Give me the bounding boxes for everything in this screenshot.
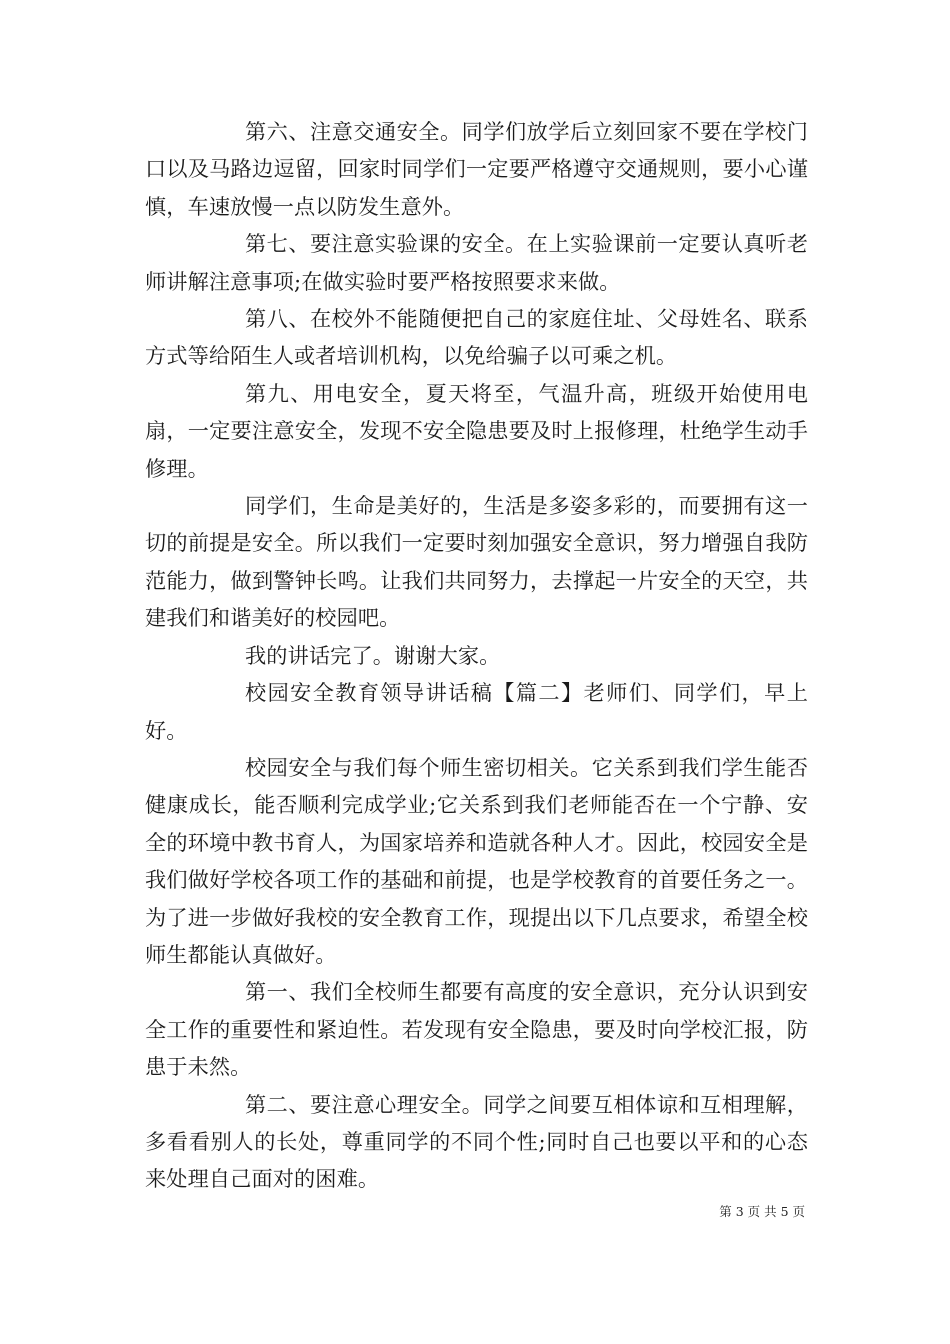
paragraph-8: 第八、在校外不能随便把自己的家庭住址、父母姓名、联系方式等给陌生人或者培训机构，以免给骗子以可乘之机。 bbox=[145, 306, 808, 369]
page-number: 第 3 页 共 5 页 bbox=[719, 1204, 805, 1219]
paragraph-1: 第一、我们全校师生都要有高度的安全意识，充分认识到安全工作的重要性和紧迫性。若发现有安全隐患，要及时向学校汇报，防患于未然。 bbox=[145, 979, 808, 1080]
paragraph-intro: 校园安全与我们每个师生密切相关。它关系到我们学生能否健康成长，能否顺利完成学业;它关系到我们老师能否在一个宁静、安全的环境中教书育人，为国家培养和造就各种人才。因此，校园安全是我们做好学校各项工作的基础和前提，也是学校教育的首要任务之一。为了进一步做好我校的安全教育工作，现提出以下几点要求，希望全校师生都能认真做好。 bbox=[145, 754, 808, 967]
paragraph-section-two-heading: 校园安全教育领导讲话稿【篇二】老师们、同学们，早上好。 bbox=[145, 680, 808, 743]
paragraph-7: 第七、要注意实验课的安全。在上实验课前一定要认真听老师讲解注意事项;在做实验时要严格按照要求来做。 bbox=[145, 231, 808, 294]
paragraph-6: 第六、注意交通安全。同学们放学后立刻回家不要在学校门口以及马路边逗留，回家时同学们一定要严格遵守交通规则，要小心谨慎，车速放慢一点以防发生意外。 bbox=[145, 119, 808, 219]
paragraph-2: 第二、要注意心理安全。同学之间要互相体谅和互相理解，多看看别人的长处，尊重同学的不同个性;同时自己也要以平和的心态来处理自己面对的困难。 bbox=[145, 1091, 808, 1192]
document-body bbox=[145, 113, 808, 1198]
paragraph-9: 第九、用电安全，夏天将至，气温升高，班级开始使用电扇，一定要注意安全，发现不安全隐患要及时上报修理，杜绝学生动手修理。 bbox=[145, 380, 808, 481]
paragraph-closing: 同学们，生命是美好的，生活是多姿多彩的，而要拥有这一切的前提是安全。所以我们一定要时刻加强安全意识，努力增强自我防范能力，做到警钟长鸣。让我们共同努力，去撑起一片安全的天空，共建我们和谐美好的校园吧。 bbox=[145, 493, 808, 631]
paragraph-thanks: 我的讲话完了。谢谢大家。 bbox=[245, 642, 501, 668]
